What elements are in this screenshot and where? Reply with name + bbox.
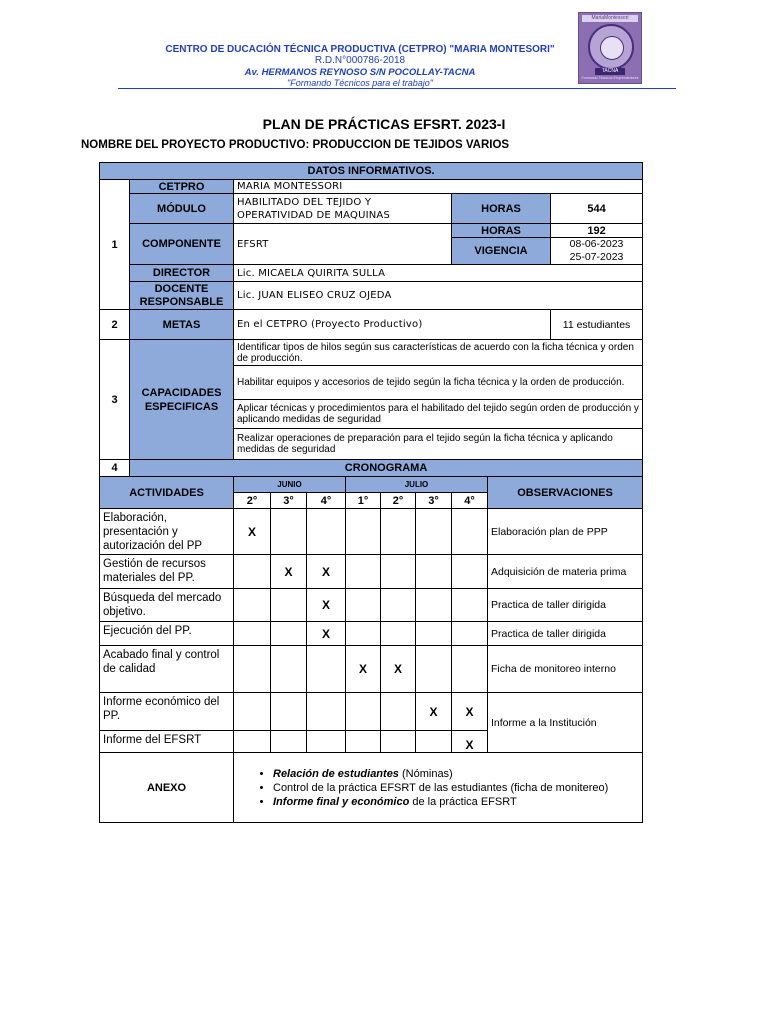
section-number-4: 4 (100, 460, 130, 477)
institution-address: Av. HERMANOS REYNOSO S/N POCOLLAY-TACNA (244, 67, 476, 78)
actividades-header: ACTIVIDADES (100, 477, 234, 509)
horas-componente-value: 192 (551, 224, 643, 238)
schedule-mark: X (452, 731, 488, 753)
activity-name: Informe del EFSRT (100, 731, 234, 753)
capacidad-item: Aplicar técnicas y procedimientos para el habilitado del tejido según orden de producción y aplicando medidas de seguridad (234, 400, 643, 429)
observation: Ficha de monitoreo interno (488, 646, 643, 693)
capacidades-label: CAPACIDADES ESPECIFICAS (130, 340, 234, 460)
metas-value: En el CETPRO (Proyecto Productivo) (234, 310, 551, 340)
cetpro-value: MARIA MONTESSORI (234, 180, 643, 194)
institution-logo (578, 12, 642, 84)
anexo-item-bold: Relación de estudiantes (273, 767, 399, 780)
activity-name: Ejecución del PP. (100, 622, 234, 646)
section-number-3: 3 (100, 340, 130, 460)
table-row (100, 622, 643, 646)
capacidad-item: Identificar tipos de hilos según sus características de acuerdo con la ficha técnica y orden de producción. (234, 340, 643, 366)
anexo-item-text: (Nóminas) (398, 767, 453, 780)
observation: Practica de taller dirigida (488, 589, 643, 622)
section-number-2: 2 (100, 310, 130, 340)
anexo-label: ANEXO (100, 753, 234, 823)
director-value: Lic. MICAELA QUIRITA SULLA (234, 265, 643, 282)
observaciones-header: OBSERVACIONES (488, 477, 643, 509)
modulo-label: MÓDULO (130, 194, 234, 224)
institution-name: CENTRO DE DUCACIÓN TÉCNICA PRODUCTIVA (CETPRO) "MARIA MONTESORI" (165, 44, 555, 55)
horas-componente-label: HORAS (452, 224, 551, 238)
vigencia-label: VIGENCIA (452, 238, 551, 265)
componente-value: EFSRT (234, 224, 452, 265)
month-junio: JUNIO (234, 477, 346, 493)
schedule-mark: X (271, 555, 307, 589)
document-title: PLAN DE PRÁCTICAS EFSRT. 2023-I (262, 116, 506, 132)
horas-value: 544 (551, 194, 643, 224)
activity-name: Elaboración, presentación y autorización del PP (100, 509, 234, 555)
table-row (100, 555, 643, 589)
capacidad-item: Habilitar equipos y accesorios de tejido según la ficha técnica y la orden de producción. (234, 366, 643, 400)
observation: Adquisición de materia prima (488, 555, 643, 589)
week-julio-1: 1° (346, 493, 381, 509)
plan-table (99, 162, 643, 823)
week-junio-2: 2° (234, 493, 271, 509)
datos-informativos-heading: DATOS INFORMATIVOS. (100, 163, 643, 180)
activity-name: Búsqueda del mercado objetivo. (100, 589, 234, 622)
list-item (273, 781, 639, 795)
week-junio-4: 4° (307, 493, 346, 509)
section-number-1: 1 (100, 180, 130, 310)
week-junio-3: 3° (271, 493, 307, 509)
observation: Elaboración plan de PPP (488, 509, 643, 555)
activity-name: Gestión de recursos materiales del PP. (100, 555, 234, 589)
schedule-mark: X (307, 555, 346, 589)
metas-label: METAS (130, 310, 234, 340)
observation: Informe a la Institución (488, 693, 643, 753)
vigencia-end: 25-07-2023 (569, 251, 624, 263)
header-rule (118, 88, 676, 89)
table-row (100, 693, 643, 731)
logo-banner: MariaMontessori (582, 15, 638, 22)
list-item (273, 767, 639, 781)
table-row (100, 646, 643, 693)
observation: Practica de taller dirigida (488, 622, 643, 646)
anexo-item-text: de la práctica EFSRT (409, 795, 517, 808)
schedule-mark: X (307, 589, 346, 622)
docente-value: Lic. JUAN ELISEO CRUZ OJEDA (234, 282, 643, 310)
week-julio-4: 4° (452, 493, 488, 509)
director-label: DIRECTOR (130, 265, 234, 282)
anexo-content (234, 753, 643, 823)
table-row (100, 509, 643, 555)
schedule-mark: X (416, 693, 452, 731)
docente-label: DOCENTE RESPONSABLE (130, 282, 234, 310)
cetpro-label: CETPRO (130, 180, 234, 194)
week-julio-3: 3° (416, 493, 452, 509)
anexo-item-text: Control de la práctica EFSRT de las estudiantes (ficha de monitereo) (273, 781, 609, 794)
schedule-mark: X (381, 646, 416, 693)
month-julio: JULIO (346, 477, 488, 493)
week-julio-2: 2° (381, 493, 416, 509)
logo-motto: Formando Técnicos Emprendedores (581, 76, 639, 80)
componente-label: COMPONENTE (130, 224, 234, 265)
logo-emblem-icon (600, 36, 624, 60)
list-item (273, 795, 639, 809)
vigencia-start: 08-06-2023 (569, 238, 624, 250)
anexo-list (237, 767, 639, 809)
modulo-value: HABILITADO DEL TEJIDO Y OPERATIVIDAD DE MAQUINAS (234, 194, 452, 224)
activity-name: Informe económico del PP. (100, 693, 234, 731)
logo-city: TACNA (595, 68, 625, 75)
project-name: NOMBRE DEL PROYECTO PRODUCTIVO: PRODUCCION DE TEJIDOS VARIOS (81, 139, 510, 151)
vigencia-dates (551, 238, 643, 265)
institution-motto: "Formando Técnicos para el trabajo" (287, 78, 433, 88)
table-row (100, 589, 643, 622)
schedule-mark: X (346, 646, 381, 693)
anexo-item-bold: Informe final y económico (273, 795, 410, 808)
metas-count: 11 estudiantes (551, 310, 643, 340)
cronograma-heading: CRONOGRAMA (130, 460, 643, 477)
activity-name: Acabado final y control de calidad (100, 646, 234, 693)
horas-label: HORAS (452, 194, 551, 224)
logo-seal (588, 24, 634, 70)
schedule-mark: X (234, 509, 271, 555)
schedule-mark: X (307, 622, 346, 646)
capacidad-item: Realizar operaciones de preparación para el tejido según la ficha técnica y aplicando medidas de seguridad (234, 429, 643, 460)
schedule-mark: X (452, 693, 488, 731)
resolution-number: R.D.N°000786-2018 (314, 55, 406, 66)
